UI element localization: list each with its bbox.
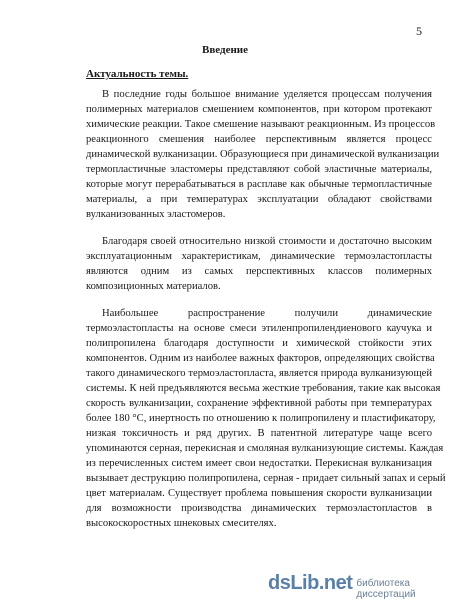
text-line: упоминаются серная, перекисная и смоляная вулканизующие системы. Каждая	[86, 443, 444, 454]
text-line: более 180 °С, инертность по отношению к полипропилену и пластификатору,	[86, 413, 436, 424]
section-heading: Актуальность темы.	[86, 68, 189, 80]
text-line: компонентов. Одним из наиболее важных факторов, определяющих свойства	[86, 353, 435, 364]
text-line: для возможности производства динамических термоэластопластов в	[86, 503, 432, 514]
text-line: динамической вулканизации. Образующиеся при динамической вулканизации	[86, 149, 440, 160]
text-line: низкая токсичность и ряд других. В патентной литературе чаще всего	[86, 428, 432, 439]
text-line: такого динамического термоэластопласта, является природа вулканизующей	[86, 368, 432, 379]
text-line: Наибольшее распространение получили динамические	[102, 308, 432, 319]
watermark-logo: dsLib.net	[268, 571, 353, 594]
text-line: термоэластопласты на основе смеси этиленпропилендиенового каучука и	[86, 323, 432, 334]
text-line: скорость вулканизации, сохранение эффективной работы при температурах	[86, 398, 432, 409]
text-line: термопластичные эластомеры представляют собой эластичные материалы,	[86, 164, 432, 175]
text-line: химические реакции. Такое смешение называют реакционным. Из процессов	[86, 119, 436, 130]
text-line: которые могут перерабатываться в расплаве как обычные термопластичные	[86, 179, 432, 190]
watermark	[268, 568, 436, 598]
page-number: 5	[416, 24, 422, 38]
text-line: вулканизованных эластомеров.	[86, 209, 226, 220]
text-line: Благодаря своей относительно низкой стоимости и достаточно высоким	[102, 236, 432, 247]
text-line: системы. К ней предъявляются весьма жесткие требования, такие как высокая	[86, 383, 441, 394]
text-line: вызывает деструкцию полипропилена, серная - придает сильный запах и серый	[86, 473, 446, 484]
text-line: В последние годы большое внимание уделяется процессам получения	[102, 89, 432, 100]
text-line: реакционного смешения наиболее перспективным является процесс	[86, 134, 432, 145]
text-line: композиционных материалов.	[86, 281, 221, 292]
page-title: Введение	[201, 44, 249, 56]
text-line: из перечисленных систем имеет свои недостатки. Перекисная вулканизация	[86, 458, 432, 469]
text-line: цвет материалам. Существует проблема повышения скорости вулканизации	[86, 488, 432, 499]
text-line: полипропилена благодаря доступности и химической стойкости этих	[86, 338, 432, 349]
text-line: материалы, а при температурах эксплуатации обладают свойствами	[86, 194, 432, 205]
text-line: эксплуатационным характеристикам, динамические термоэластопласты	[86, 251, 432, 262]
text-line: высокоскоростных шнековых смесителях.	[86, 518, 277, 529]
text-line: являются одним из самых перспективных классов полимерных	[86, 266, 432, 277]
watermark-text: библиотека диссертаций	[356, 578, 416, 600]
text-line: полимерных материалов смешением компонентов, при котором протекают	[86, 104, 432, 115]
